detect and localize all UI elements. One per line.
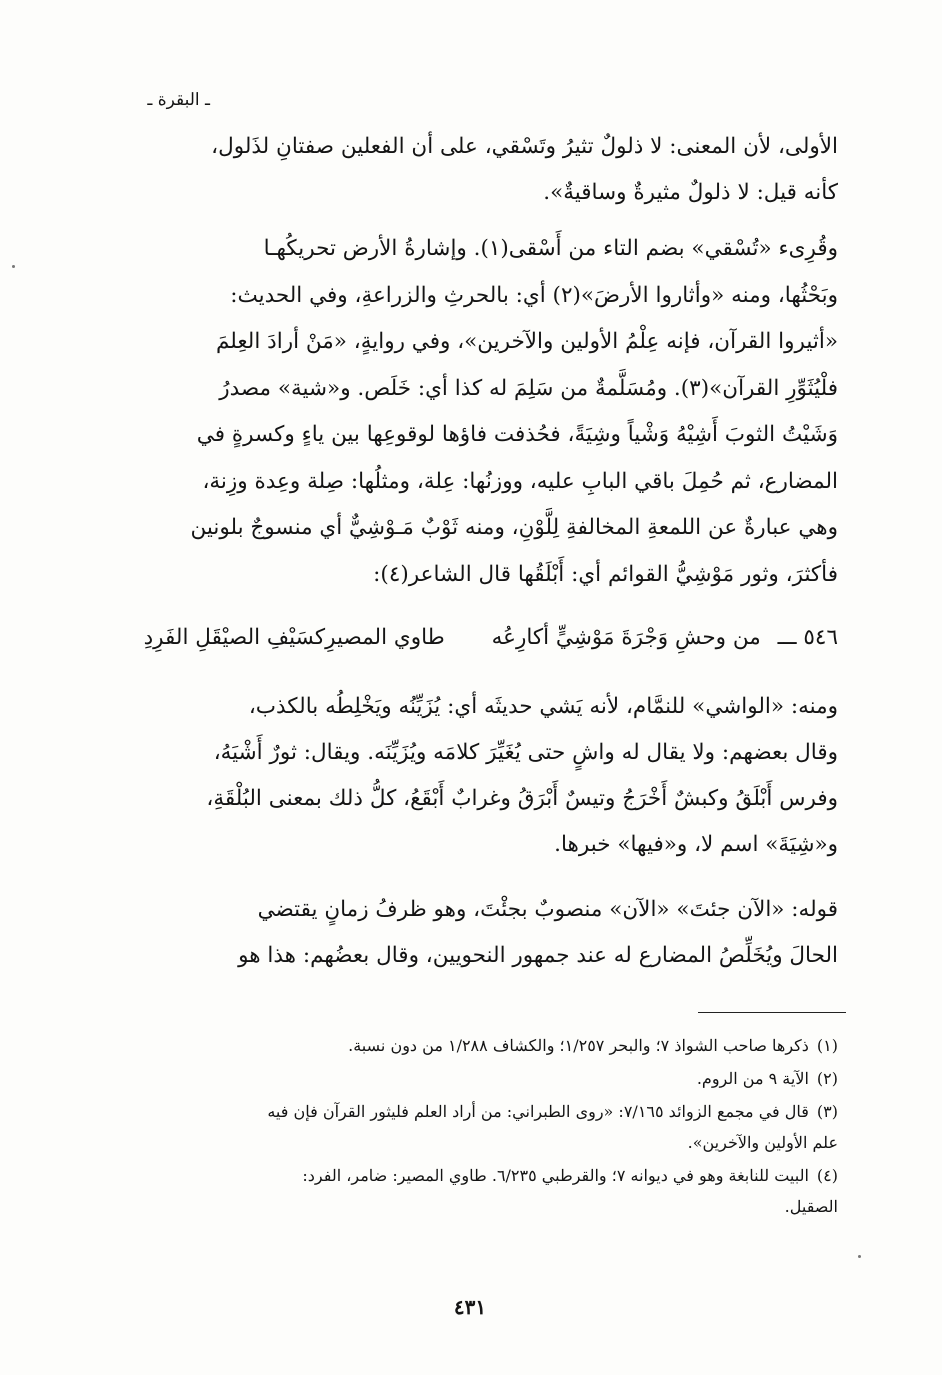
verse-hemistich-1: من وحشِ وَجْرَةَ مَوْشِيٍّ أكارِعُه [491,625,761,650]
paragraph-line: المضارع، ثم حُمِلَ باقي البابِ عليه، ووزنُها: عِلة، ومثلُها: صِلة وعِدة وزِنة، [202,468,838,494]
paragraph-line: و«شِيَةَ» اسم لا، و«فيها» خبرها. [554,832,838,857]
paragraph-2 [130,684,838,868]
paragraph-line: قوله: «الآن جئتَ» «الآن» منصوبٌ بجئْتَ، وهو ظرفُ زمانٍ يقتضي [257,897,838,922]
footnote-text-continued: علم الأولين والآخرين». [687,1133,838,1152]
footnote-label: (٤) [816,1166,838,1185]
footnote-text: البيت للنابغة وهو في ديوانه ٧؛ والقرطبي ٦/٢٣٥. طاوي المصير: ضامر، الفرد: [302,1166,809,1185]
scan-speck [858,1255,861,1258]
paragraph-line: ومنه: «الواشي» للنمَّام، لأنه يَشي حديثَه أي: يُزَيِّنُه ويَخْلِطُه بالكذب، [248,694,838,719]
running-head: ـ البقرة ـ [147,90,210,110]
verse-line [130,625,838,650]
paragraph-line: وبَحْثُها، ومنه «وأثاروا الأرضَ»(٢) أي: بالحرثِ والزراعةِ، وفي الحديث: [230,282,838,308]
verse-number: ٥٤٦ ـــ [777,625,838,650]
paragraph-3 [130,887,838,979]
footnote-label: (١) [816,1036,838,1055]
footnote-separator [698,1012,846,1013]
footnote-1 [130,1030,838,1061]
footnote-text: قال في مجمع الزوائد ٧/١٦٥: «روى الطبراني: من أراد العلم فليثور القرآن فإن فيه [267,1102,809,1121]
footnote-label: (٢) [816,1069,838,1088]
paragraph-line: كأنه قيل: لا ذلولٌ مثيرةٌ وساقيةٌ». [543,180,838,205]
paragraph-line: الحالَ ويُخَلِّصُ المضارع له عند جمهور النحويين، وقال بعضُهم: هذا هو [238,943,838,968]
footnote-label: (٣) [816,1102,838,1121]
paragraph-line: «أثيروا القرآن، فإنه عِلْمُ الأولين والآخرين»، وفي روايةٍ، «مَنْ أرادَ العِلمَ [216,329,838,354]
paragraph-line: وَشَيْتُ الثوبَ أَشِيْهُ وَشْياً وشِيَةً، فحُذفت فاؤها لوقوعِها بين ياءٍ وكسرةٍ في [196,422,838,447]
paragraph-line: الأولى، لأن المعنى: لا ذلولٌ تثيرُ وتَسْقي، على أن الفعلين صفتانِ لذَلول، [211,134,838,159]
page-number: ٤٣١ [453,1295,487,1319]
paragraph-line: وفرس أَبْلَقُ وكبشٌ أَخْرَجُ وتيسٌ أَبْرَقُ وغرابٌ أَبْقَعُ، كلُّ ذلك بمعنى البُلْقَةِ، [206,786,838,811]
paragraph-line: فلْيُثَوِّرِ القرآن»(٣). ومُسَلَّمةٌ من سَلِمَ له كذا أي: خَلَص. و«شية» مصدرُ [219,375,838,401]
paragraph-0 [130,124,838,216]
footnote-text: الآية ٩ من الروم. [696,1069,809,1088]
footnote-text-continued: الصقيل. [784,1197,838,1216]
footnote-3 [130,1096,838,1158]
paragraph-line: وقُرِىء «تُسْقي» بضم التاء من أَسْقى(١). وإشارةُ الأرض تحريكُهـا [263,236,838,261]
footnote-text: ذكرها صاحب الشواذ ٧؛ والبحر ١/٢٥٧؛ والكشاف ١/٢٨٨ من دون نسبة. [348,1036,809,1055]
scan-speck [12,265,15,268]
paragraph-line: وهي عبارةٌ عن اللمعةِ المخالفةِ لِلَّوْنِ، ومنه ثَوْبٌ مَـوْشِيٌّ أي منسوجٌ بلونين [190,515,838,540]
paragraph-line: وقال بعضهم: ولا يقال له واشٍ حتى يُغَيِّرَ كلامَه ويُزَيِّنَه. ويقال: ثورٌ أَشْيَهُ، [213,740,838,765]
paragraph-line: فأكثرَ، وثور مَوْشِيُّ القوائم أي: أَبْلَقُها قال الشاعر(٤): [373,561,838,587]
footnote-2 [130,1063,838,1094]
footnote-4 [130,1160,838,1222]
verse-hemistich-2: طاوي المصيرِكسَيْفِ الصيْقَلِ الفَرِدِ [143,625,445,650]
footnotes [130,1030,838,1224]
paragraph-1 [130,226,838,598]
